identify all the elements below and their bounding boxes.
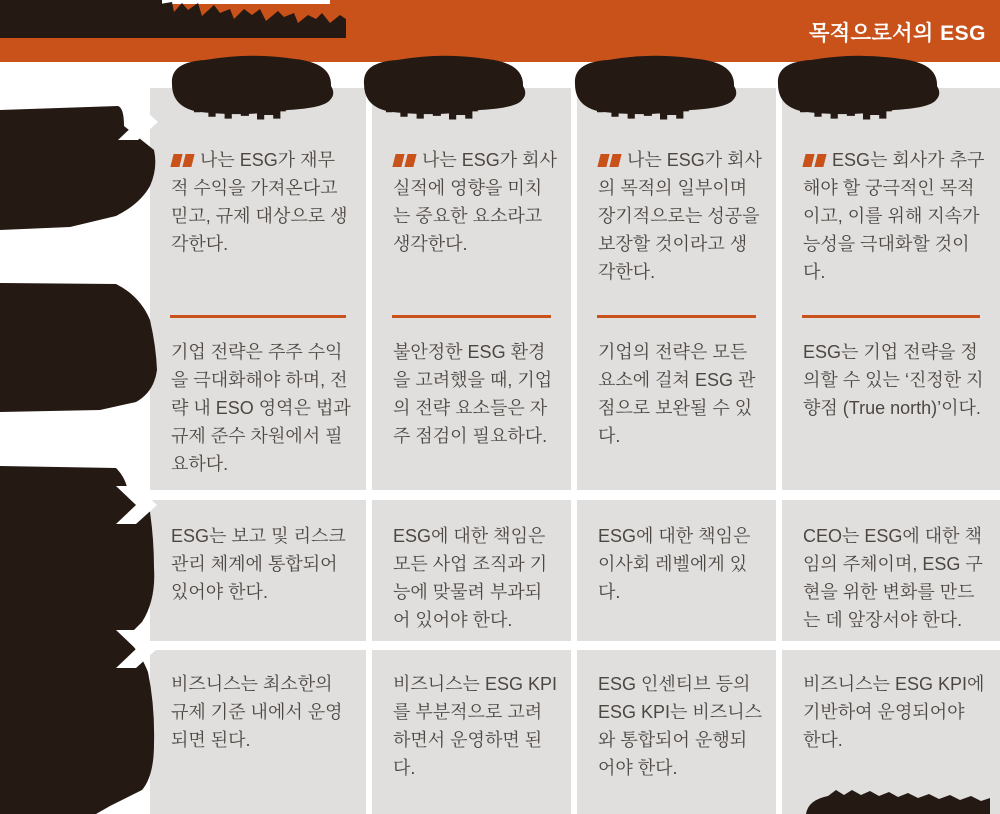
column3-quote-cell bbox=[598, 146, 762, 286]
column3-responsibility-cell: ESG에 대한 책임은 이사회 레벨에게 있다. bbox=[598, 526, 751, 602]
column4-strategy-cell: ESG는 기업 전략을 정의할 수 있는 ‘진정한 지향점 (True north)’이다. bbox=[803, 342, 984, 418]
column2-strategy-cell: 불안정한 ESG 환경을 고려했을 때, 기업의 전략 요소들은 자주 점검이 필요하다. bbox=[393, 342, 553, 446]
orange-divider bbox=[170, 315, 346, 318]
row-band-3 bbox=[0, 466, 154, 814]
column2-responsibility-panel bbox=[372, 500, 571, 641]
row-band-2 bbox=[0, 283, 157, 412]
column1-operations-cell: 비즈니스는 최소한의 규제 기준 내에서 운영되면 된다. bbox=[171, 674, 343, 750]
column1-quote-cell bbox=[171, 146, 352, 258]
row-band-1 bbox=[0, 106, 155, 230]
column1-operations-panel bbox=[150, 650, 366, 814]
orange-divider bbox=[392, 315, 551, 318]
column3-operations-cell: ESG 인센티브 등의 ESG KPI는 비즈니스와 통합되어 운행되어야 한다. bbox=[598, 674, 762, 778]
quote-icon bbox=[598, 154, 622, 167]
column4-upper-panel bbox=[782, 88, 1000, 490]
quote-text: 나는 ESG가 회사 실적에 영향을 미치는 중요한 요소라고 생각한다. bbox=[393, 150, 557, 254]
column3-responsibility-panel bbox=[577, 500, 776, 641]
column2-quote-cell bbox=[393, 146, 557, 258]
quote-icon bbox=[393, 154, 417, 167]
orange-divider bbox=[802, 315, 980, 318]
column2-operations-panel bbox=[372, 650, 571, 814]
column2-operations-cell: 비즈니스는 ESG KPI를 부분적으로 고려하면서 운영하면 된다. bbox=[393, 674, 557, 778]
quote-icon bbox=[803, 154, 827, 167]
column3-operations-panel bbox=[577, 650, 776, 814]
column4-quote-cell bbox=[803, 146, 986, 286]
banner bbox=[330, 0, 1000, 8]
column2-upper-panel bbox=[372, 88, 571, 490]
column4-operations-panel bbox=[782, 650, 1000, 814]
column3-upper-panel bbox=[577, 88, 776, 490]
quote-text: 나는 ESG가 회사의 목적의 일부이며 장기적으로는 성공을 보장할 것이라고 생각한다. bbox=[598, 150, 762, 282]
column1-strategy-cell: 기업 전략은 주주 수익을 극대화해야 하며, 전략 내 ESO 영역은 법과 규제 준수 차원에서 필요하다. bbox=[171, 342, 351, 474]
quote-text: ESG는 회사가 추구해야 할 궁극적인 목적이고, 이를 위해 지속가능성을 극대화할 것이다. bbox=[803, 150, 985, 282]
column1-responsibility-panel bbox=[150, 500, 366, 641]
column4-responsibility-panel bbox=[782, 500, 1000, 641]
column3-strategy-cell: 기업의 전략은 모든 요소에 걸쳐 ESG 관점으로 보완될 수 있다. bbox=[598, 342, 756, 446]
column4-responsibility-cell: CEO는 ESG에 대한 책임의 주체이며, ESG 구현을 위한 변화를 만드는 데 앞장서야 한다. bbox=[803, 526, 983, 630]
column1-upper-panel bbox=[150, 88, 366, 490]
quote-text: 나는 ESG가 재무적 수익을 가져온다고 믿고, 규제 대상으로 생각한다. bbox=[171, 150, 348, 254]
column1-responsibility-cell: ESG는 보고 및 리스크 관리 체계에 통합되어 있어야 한다. bbox=[171, 526, 346, 602]
column4-operations-cell: 비즈니스는 ESG KPI에 기반하여 운영되어야 한다. bbox=[803, 674, 985, 750]
banner-right-label: 목적으로서의 ESG bbox=[809, 22, 986, 45]
quote-icon bbox=[171, 154, 195, 167]
orange-divider bbox=[597, 315, 756, 318]
column2-responsibility-cell: ESG에 대한 책임은 모든 사업 조직과 기능에 맞물려 부과되어 있어야 한다. bbox=[393, 526, 548, 630]
